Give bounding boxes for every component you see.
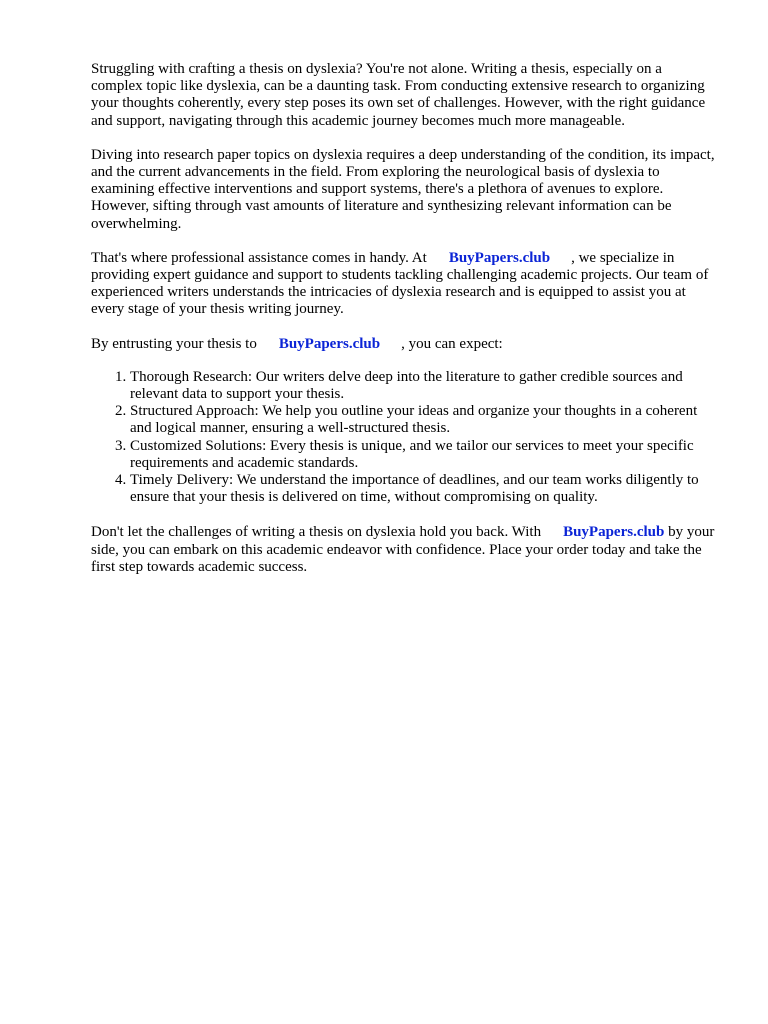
buypapers-link-2[interactable]: BuyPapers.club: [278, 335, 381, 352]
buypapers-link-1[interactable]: BuyPapers.club: [448, 249, 551, 266]
assistance-paragraph: [91, 250, 716, 319]
research-paragraph: Diving into research paper topics on dyslexia requires a deep understanding of the condition, its impact, and the current advancements in the field. From exploring the neurological basis of dyslexia to examining effective interventions and support systems, there's a plethora of avenues to explore. However, sifting through vast amounts of literature and synthesizing relevant information can be overwhelming.: [91, 146, 715, 232]
benefits-list: [91, 369, 716, 507]
closing-paragraph-tail: by your side, you can embark on this academic endeavor with confidence. Place your order today and take the first step towards academic success.: [91, 524, 715, 575]
assistance-paragraph-tail: , we specialize in providing expert guidance and support to students tackling challenging academic projects. Our team of experienced writers understands the intricacies of dyslexia research and is equipped to assist you at every stage of your thesis writing journey.: [91, 249, 709, 318]
expectations-paragraph: [91, 336, 716, 353]
list-item: 1. Thorough Research: Our writers delve deep into the literature to gather credible sources and relevant data to support your thesis.: [130, 369, 716, 403]
expectations-paragraph-tail: , you can expect:: [401, 335, 503, 352]
list-item: 3. Customized Solutions: Every thesis is unique, and we tailor our services to meet your specific requirements and academic standards.: [130, 438, 716, 472]
list-item: 2. Structured Approach: We help you outline your ideas and organize your thoughts in a coherent and logical manner, ensuring a well-structured thesis.: [130, 403, 716, 437]
buypapers-link-3[interactable]: BuyPapers.club: [563, 524, 665, 541]
closing-paragraph-lead: Don't let the challenges of writing a thesis on dyslexia hold you back. With: [91, 524, 542, 541]
document-page: [91, 61, 716, 592]
closing-paragraph: [91, 524, 716, 576]
intro-paragraph: Struggling with crafting a thesis on dyslexia? You're not alone. Writing a thesis, especially on a complex topic like dyslexia, can be a daunting task. From conducting extensive research to organizing your thoughts coherently, every step poses its own set of challenges. However, with the right guidance and support, navigating through this academic journey becomes much more manageable.: [91, 61, 706, 129]
list-item: 4. Timely Delivery: We understand the importance of deadlines, and our team works diligently to ensure that your thesis is delivered on time, without compromising on quality.: [130, 472, 716, 506]
assistance-paragraph-lead: That's where professional assistance comes in handy. At: [91, 249, 427, 266]
expectations-paragraph-lead: By entrusting your thesis to: [91, 335, 257, 352]
